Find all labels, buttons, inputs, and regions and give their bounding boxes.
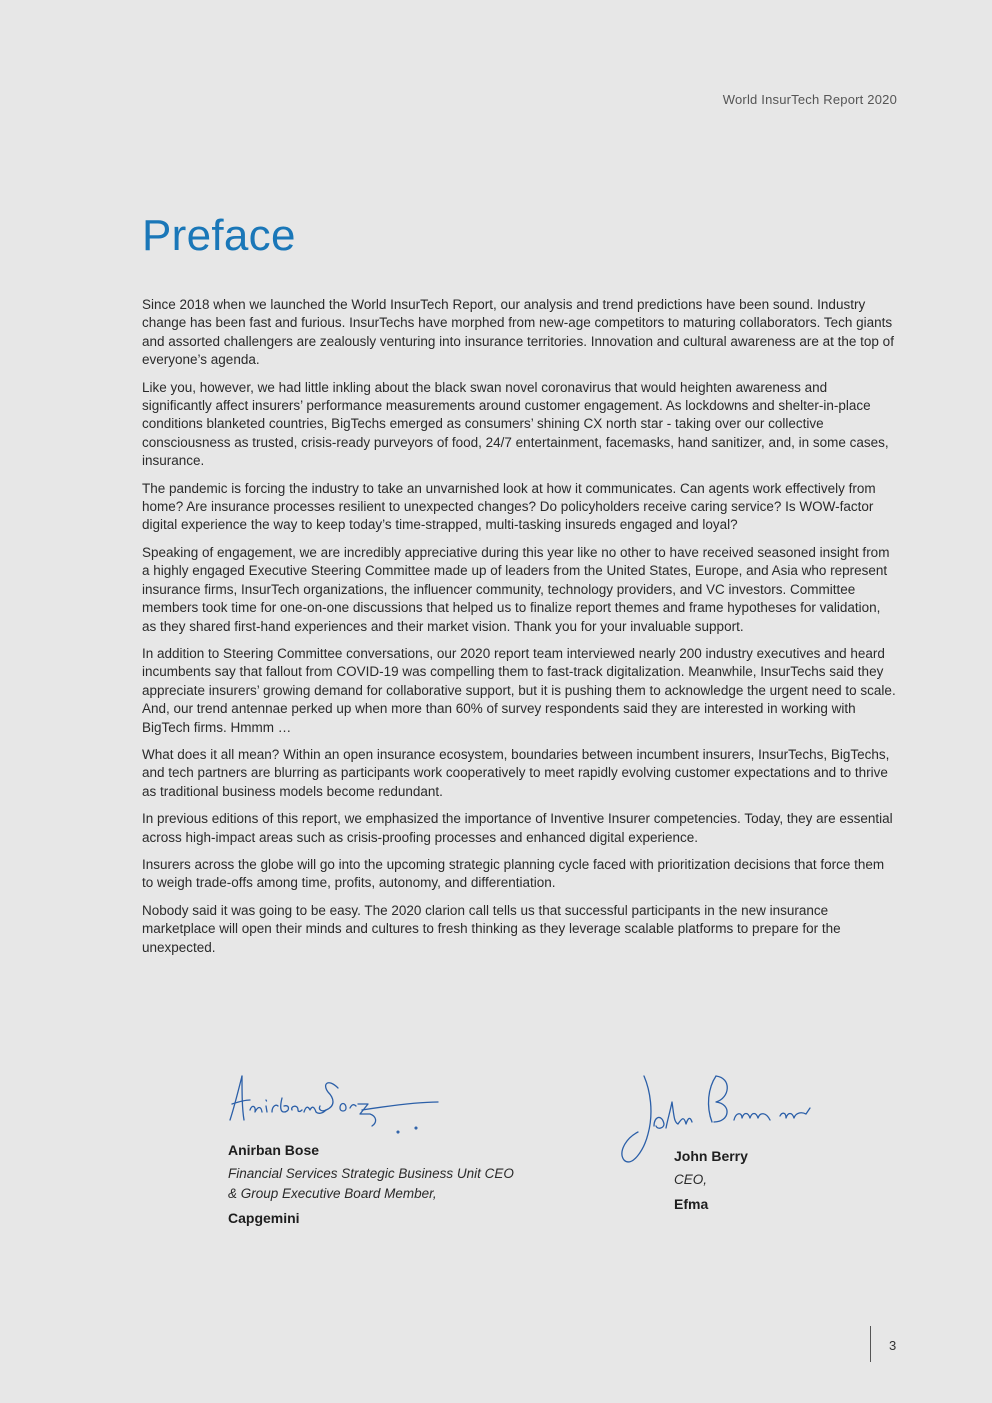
signatory-role — [228, 1164, 558, 1204]
signatory-role-line: CEO, — [674, 1172, 708, 1187]
page-number-divider — [870, 1326, 871, 1362]
handwritten-signature-anirban-bose — [228, 1070, 448, 1142]
page-number: 3 — [889, 1338, 897, 1353]
paragraph: In previous editions of this report, we emphasized the importance of Inventive Insurer competencies. Today, they are essential across high-impact areas such as crisis-proofing processes and enhanced digital experience. — [142, 811, 893, 845]
paragraph: Speaking of engagement, we are incredibly appreciative during this year like no other to have received seasoned insight from a highly engaged Executive Steering Committee made up of leaders from the United States, Europe, and Asia who represent insurance firms, InsurTech organizations, the influencer community, technology providers, and VC investors. Committee members took time for one-on-one discussions that helped us to finalize report themes and frame hypotheses for validation, as they shared first-hand experiences and their market vision. Thank you for your invaluable support. — [142, 544, 890, 634]
paragraph: Since 2018 when we launched the World InsurTech Report, our analysis and trend predictions have been sound. Industry change has been fast and furious. InsurTechs have morphed from new-age competitors to maturing collaborators. Tech giants and assorted challengers are zealously venturing into insurance territories. Innovation and cultural awareness are at the top of everyone’s agenda. — [142, 297, 894, 368]
paragraph: In addition to Steering Committee conversations, our 2020 report team interviewed nearly 200 industry executives and heard incumbents say that fallout from COVID-19 was compelling them to fast-track digitalization. Meanwhile, InsurTechs said they appreciate insurers’ growing demand for collaborative support, but it is pushing them to acknowledge the urgent need to scale. And, our trend antennae perked up when more than 60% of survey respondents said they are interested in working with BigTech firms. Hmmm … — [142, 645, 896, 735]
preface-body — [142, 296, 898, 966]
page-title: Preface — [142, 211, 296, 260]
signatory-role — [674, 1170, 874, 1190]
signatory-name: Anirban Bose — [228, 1142, 320, 1158]
paragraph: The pandemic is forcing the industry to take an unvarnished look at how it communicates. Can agents work effectively from home? Are insurance processes resilient to unexpected changes? Do policyholders receive caring service? Is WOW-factor digital experience the way to keep today’s time-strapped, multi-tasking insureds engaged and loyal? — [142, 480, 876, 533]
signatory-name: John Berry — [674, 1148, 748, 1164]
signatory-organization: Efma — [674, 1196, 709, 1212]
signatory-role-line: & Group Executive Board Member, — [228, 1186, 437, 1201]
paragraph: Like you, however, we had little inkling about the black swan novel coronavirus that would heighten awareness and significantly affect insurers’ performance measurements around customer engagement. As lockdowns and shelter-in-place conditions blanketed countries, BigTechs emerged as consumers’ shining CX north star - taking over our collective consciousness as trusted, crisis-ready purveyors of food, 24/7 entertainment, facemasks, hand sanitizer, and, in some cases, insurance. — [142, 379, 889, 469]
signatory-organization: Capgemini — [228, 1210, 300, 1226]
signatory-anirban-bose — [228, 1070, 558, 1226]
paragraph: Insurers across the globe will go into the upcoming strategic planning cycle faced with prioritization decisions that force them to weigh trade-offs among time, profits, autonomy, and differentiation. — [142, 856, 885, 891]
paragraph: What does it all mean? Within an open insurance ecosystem, boundaries between incumbent insurers, InsurTechs, BigTechs, and tech partners are blurring as participants work cooperatively to meet rapidly evolving customer expectations and to thrive as traditional business models become redundant. — [142, 746, 890, 799]
signatory-role-line: Financial Services Strategic Business Unit CEO — [228, 1166, 514, 1181]
paragraph: Nobody said it was going to be easy. The 2020 clarion call tells us that successful participants in the new insurance marketplace will open their minds and cultures to fresh thinking as they leverage scalable platforms to prepare for the unexpected. — [142, 902, 841, 955]
report-header-label: World InsurTech Report 2020 — [722, 92, 897, 107]
